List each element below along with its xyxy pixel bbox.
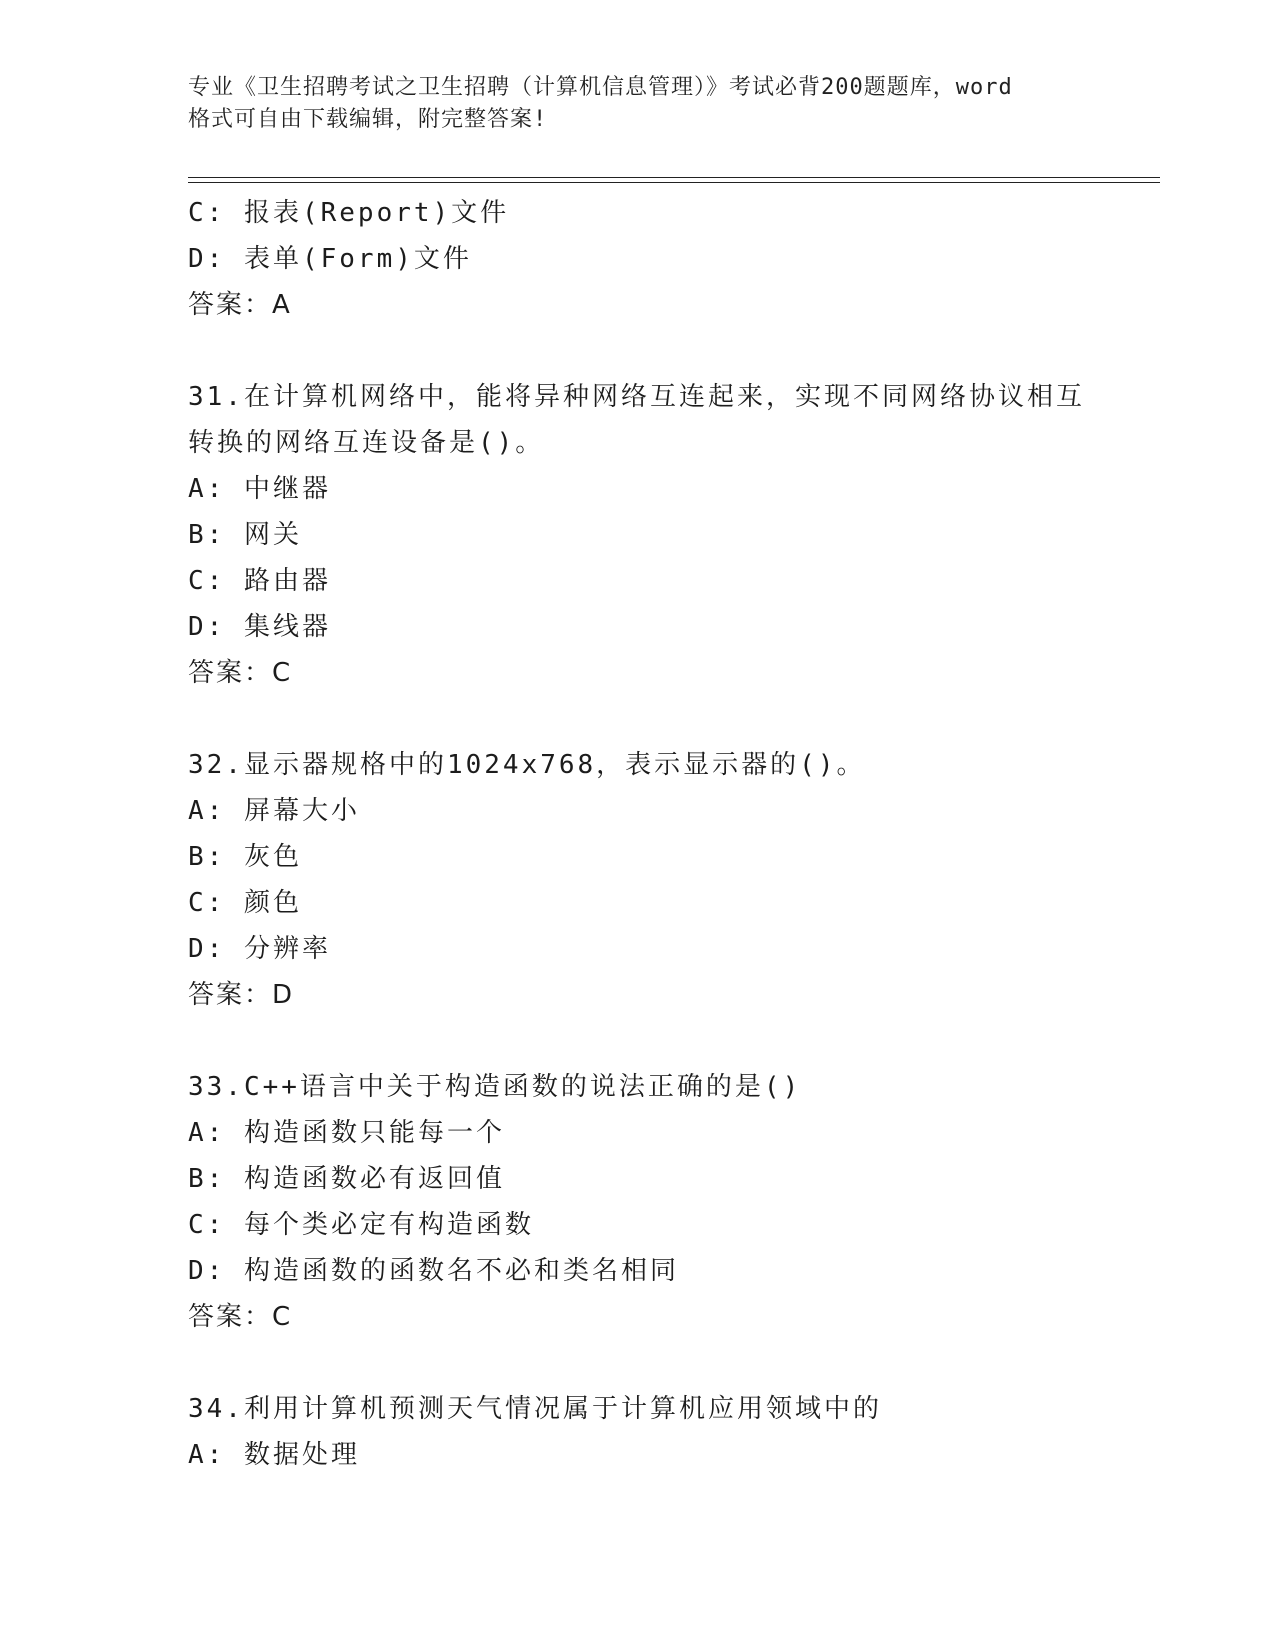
question-32 bbox=[188, 742, 1088, 1018]
option-d: D: 构造函数的函数名不必和类名相同 bbox=[188, 1256, 679, 1286]
document-header bbox=[188, 72, 1088, 136]
question-stem-continued: 转换的网络互连设备是()。 bbox=[188, 428, 545, 458]
option-c: C: 颜色 bbox=[188, 888, 302, 918]
option-a: A: 屏幕大小 bbox=[188, 796, 360, 826]
spacer bbox=[188, 1340, 1088, 1386]
option-a: A: 构造函数只能每一个 bbox=[188, 1118, 505, 1148]
question-33 bbox=[188, 1064, 1088, 1340]
answer-line: 答案：D bbox=[188, 980, 295, 1010]
question-stem: 34.利用计算机预测天气情况属于计算机应用领域中的 bbox=[188, 1394, 882, 1424]
header-divider-top bbox=[188, 177, 1160, 178]
option-c: C: 每个类必定有构造函数 bbox=[188, 1210, 534, 1240]
question-stem: 31.在计算机网络中，能将异种网络互连起来，实现不同网络协议相互 bbox=[188, 382, 1085, 412]
answer-line: 答案：A bbox=[188, 290, 292, 320]
answer-line: 答案：C bbox=[188, 658, 293, 688]
spacer bbox=[188, 696, 1088, 742]
option-a: A: 中继器 bbox=[188, 474, 331, 504]
option-b: B: 网关 bbox=[188, 520, 302, 550]
option-b: B: 灰色 bbox=[188, 842, 302, 872]
answer-line: 答案：C bbox=[188, 1302, 293, 1332]
option-c: C: 路由器 bbox=[188, 566, 331, 596]
question-30-tail bbox=[188, 190, 1088, 328]
question-stem: 32.显示器规格中的1024x768，表示显示器的()。 bbox=[188, 750, 866, 780]
question-31 bbox=[188, 374, 1088, 696]
option-d: D: 集线器 bbox=[188, 612, 331, 642]
header-divider-bottom bbox=[188, 182, 1160, 183]
option-b: B: 构造函数必有返回值 bbox=[188, 1164, 505, 1194]
spacer bbox=[188, 328, 1088, 374]
question-stem: 33.C++语言中关于构造函数的说法正确的是() bbox=[188, 1072, 802, 1102]
header-line-2: 格式可自由下载编辑，附完整答案! bbox=[188, 107, 548, 132]
option-d: D: 表单(Form)文件 bbox=[188, 244, 472, 274]
spacer bbox=[188, 1018, 1088, 1064]
option-d: D: 分辨率 bbox=[188, 934, 331, 964]
option-a: A: 数据处理 bbox=[188, 1440, 360, 1470]
question-list bbox=[188, 190, 1088, 1478]
header-line-1: 专业《卫生招聘考试之卫生招聘（计算机信息管理）》考试必背200题题库，word bbox=[188, 75, 1013, 100]
option-c: C: 报表(Report)文件 bbox=[188, 198, 510, 228]
question-34 bbox=[188, 1386, 1088, 1478]
